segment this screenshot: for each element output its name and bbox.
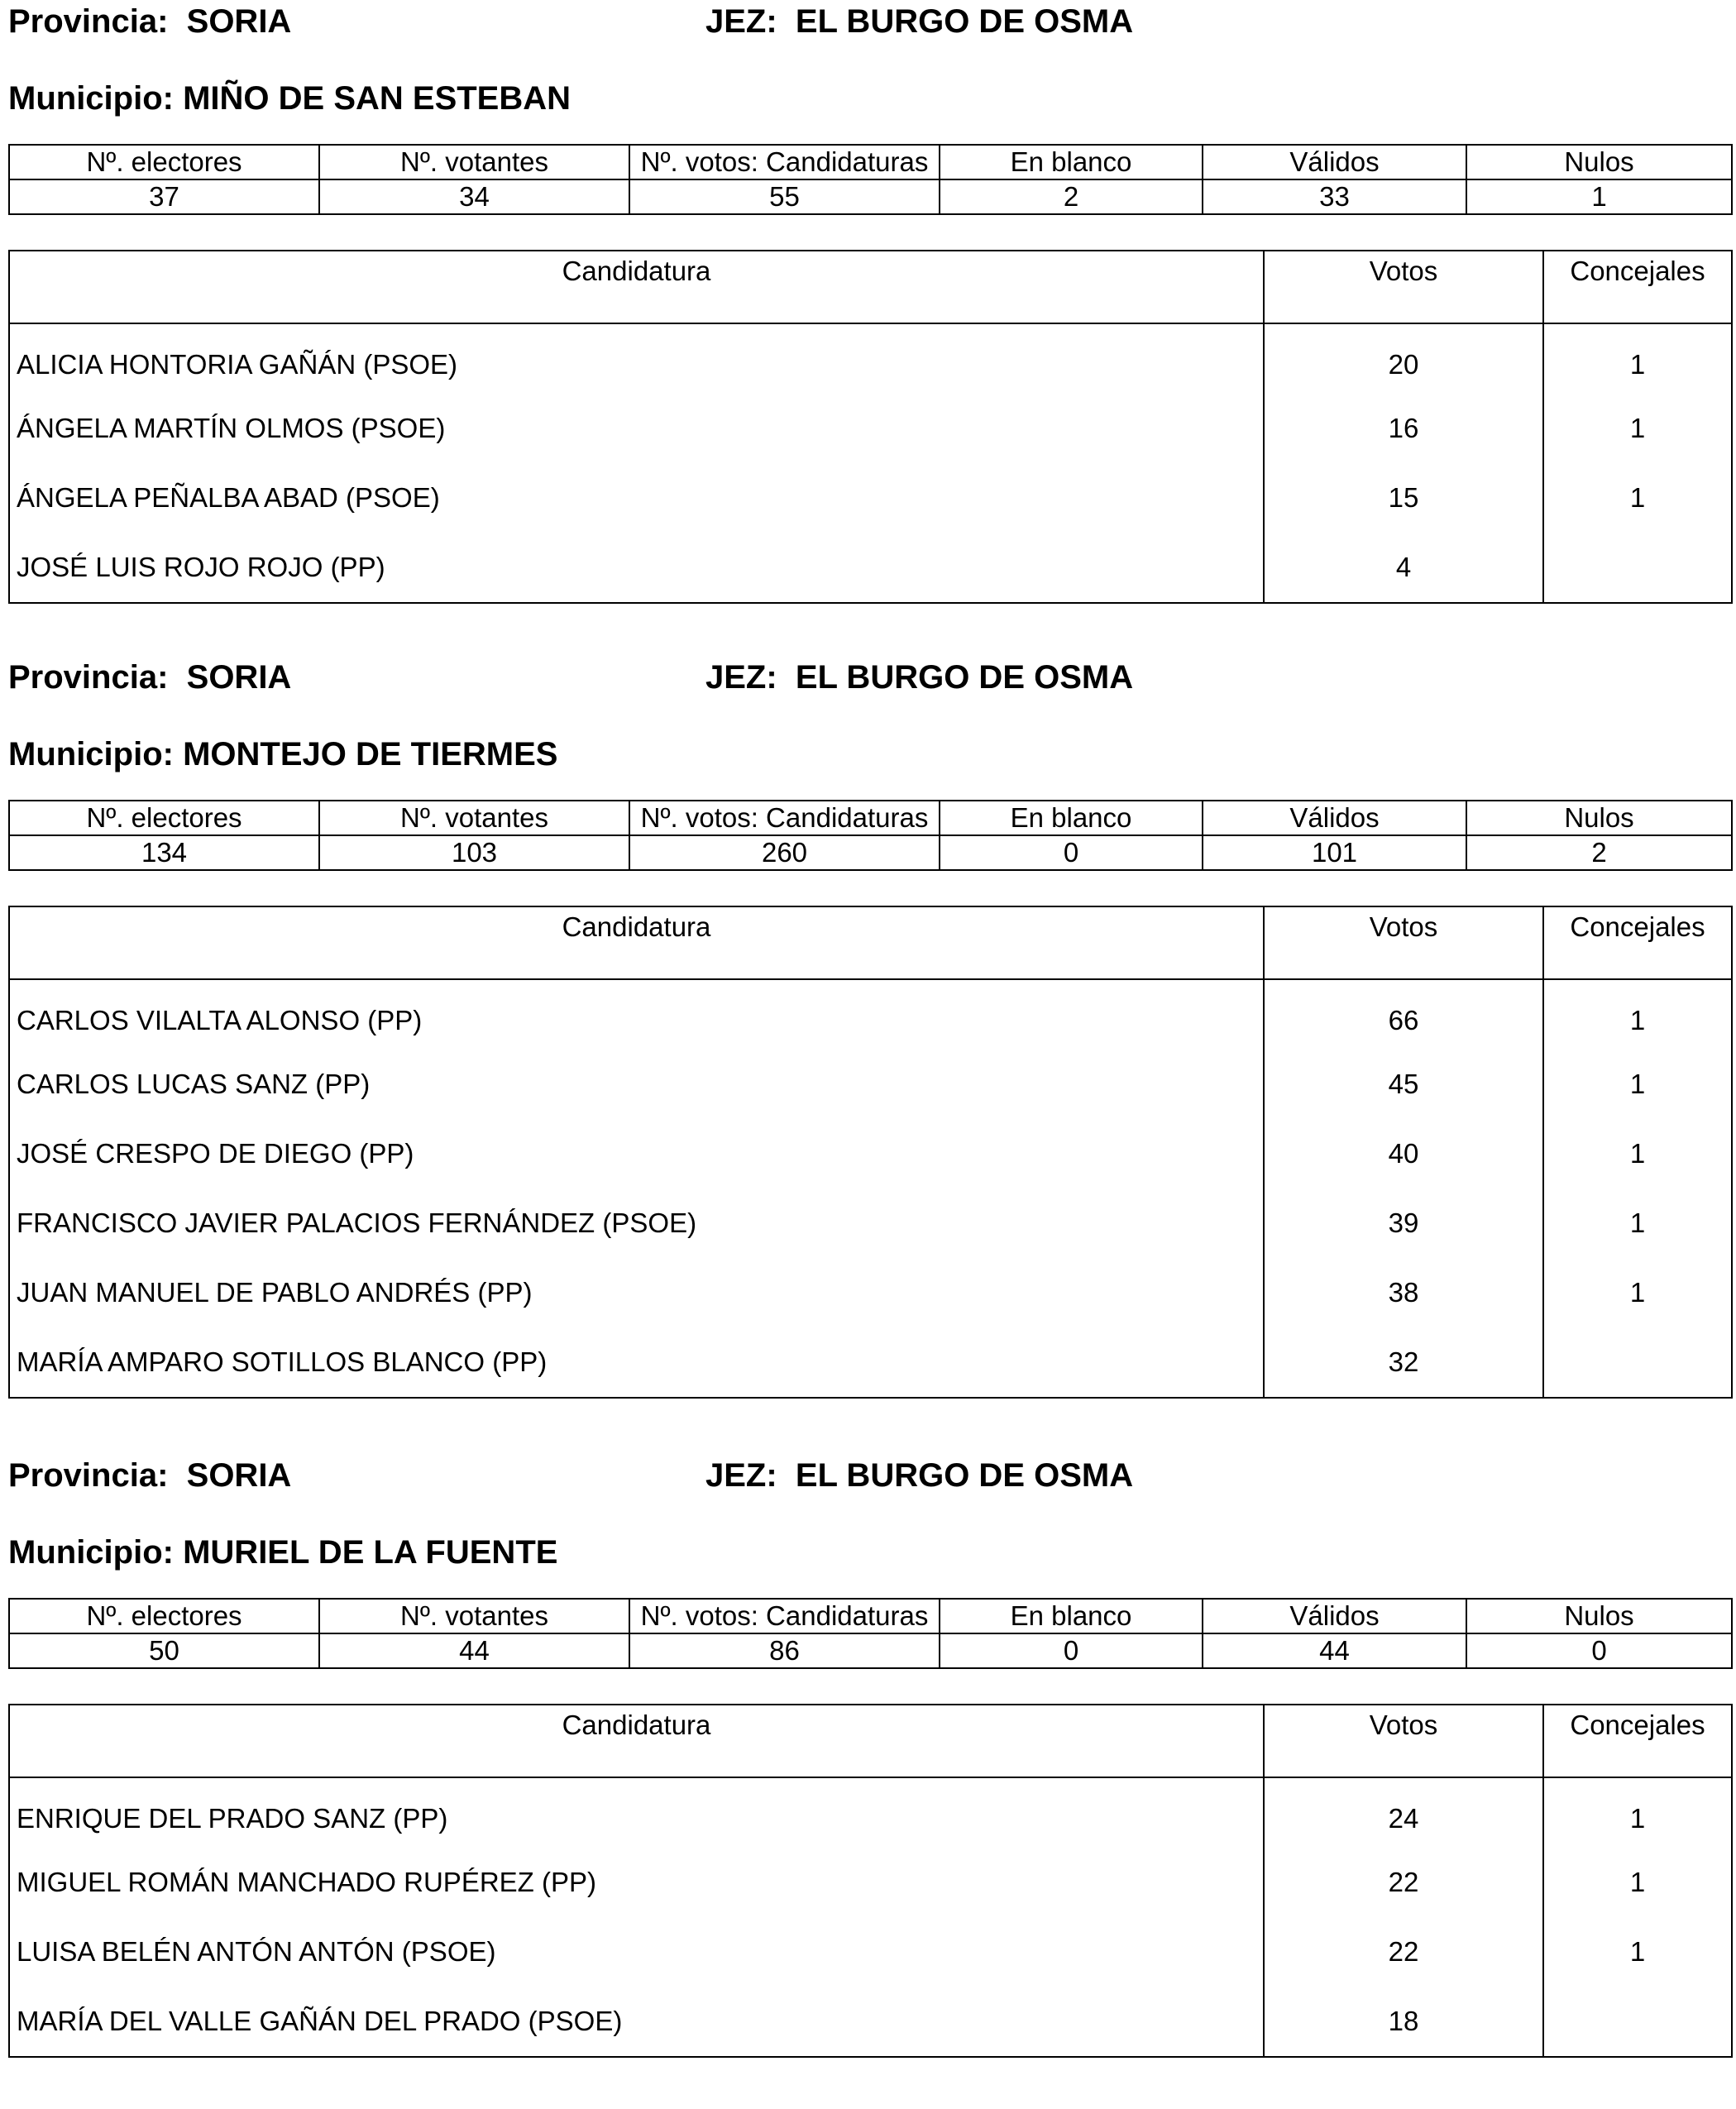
electores-value: 37 (9, 179, 319, 214)
jez-value: EL BURGO DE OSMA (795, 3, 1134, 40)
candidate-votos: 16 (1264, 394, 1543, 463)
col-votantes: Nº. votantes (319, 145, 629, 179)
stats-header-row (9, 145, 1732, 179)
jez-value: EL BURGO DE OSMA (795, 1457, 1134, 1494)
electores-value: 50 (9, 1633, 319, 1668)
en-blanco-value: 0 (940, 835, 1203, 870)
municipio-value: MONTEJO DE TIERMES (183, 736, 558, 772)
candidate-votos: 24 (1264, 1777, 1543, 1848)
candidate-concejales: 1 (1543, 1119, 1732, 1188)
candidate-row (9, 1050, 1732, 1119)
col-votantes: Nº. votantes (319, 1599, 629, 1633)
stats-value-row (9, 1633, 1732, 1668)
stats-table (8, 144, 1733, 215)
municipio-label: Municipio: (8, 1534, 174, 1571)
candidate-concejales: 1 (1543, 1917, 1732, 1987)
candidate-concejales: 1 (1543, 323, 1732, 394)
candidate-name: ENRIQUE DEL PRADO SANZ (PP) (9, 1777, 1264, 1848)
candidate-votos: 20 (1264, 323, 1543, 394)
candidate-concejales: 1 (1543, 1258, 1732, 1327)
candidate-votos: 66 (1264, 979, 1543, 1050)
candidate-name: ÁNGELA MARTÍN OLMOS (PSOE) (9, 394, 1264, 463)
candidate-votos: 22 (1264, 1848, 1543, 1917)
candidate-name: ÁNGELA PEÑALBA ABAD (PSOE) (9, 463, 1264, 533)
candidate-concejales: 1 (1543, 1777, 1732, 1848)
col-electores: Nº. electores (9, 145, 319, 179)
candidates-header-row (9, 1705, 1732, 1777)
provincia-value: SORIA (186, 3, 292, 40)
col-votos: Votos (1264, 906, 1543, 979)
candidate-votos: 40 (1264, 1119, 1543, 1188)
col-validos: Válidos (1203, 145, 1466, 179)
col-candidatura: Candidatura (9, 1705, 1264, 1777)
candidate-name: ALICIA HONTORIA GAÑÁN (PSOE) (9, 323, 1264, 394)
candidate-row (9, 1327, 1732, 1398)
col-en-blanco: En blanco (940, 145, 1203, 179)
candidate-votos: 15 (1264, 463, 1543, 533)
candidate-name: CARLOS VILALTA ALONSO (PP) (9, 979, 1264, 1050)
candidate-concejales: 1 (1543, 1848, 1732, 1917)
provincia-heading (8, 2, 291, 41)
candidate-concejales (1543, 1987, 1732, 2057)
provincia-value: SORIA (186, 659, 292, 696)
candidate-row (9, 1848, 1732, 1917)
candidate-name: JOSÉ CRESPO DE DIEGO (PP) (9, 1119, 1264, 1188)
municipio-heading (8, 1533, 557, 1572)
nulos-value: 2 (1466, 835, 1732, 870)
candidate-row (9, 394, 1732, 463)
candidate-row (9, 1917, 1732, 1987)
candidate-row (9, 1119, 1732, 1188)
col-en-blanco: En blanco (940, 801, 1203, 835)
provincia-heading (8, 658, 291, 697)
municipio-section (8, 658, 1731, 1377)
col-votos: Votos (1264, 1705, 1543, 1777)
candidate-name: CARLOS LUCAS SANZ (PP) (9, 1050, 1264, 1119)
candidate-votos: 38 (1264, 1258, 1543, 1327)
validos-value: 101 (1203, 835, 1466, 870)
validos-value: 33 (1203, 179, 1466, 214)
stats-value-row (9, 179, 1732, 214)
col-nulos: Nulos (1466, 801, 1732, 835)
col-votos-candidaturas: Nº. votos: Candidaturas (629, 145, 940, 179)
candidate-row (9, 533, 1732, 603)
votantes-value: 44 (319, 1633, 629, 1668)
candidate-concejales: 1 (1543, 979, 1732, 1050)
candidates-table (8, 1704, 1733, 2058)
candidate-votos: 39 (1264, 1188, 1543, 1258)
col-votos: Votos (1264, 251, 1543, 323)
candidate-concejales (1543, 1327, 1732, 1398)
jez-heading (705, 2, 1133, 41)
candidates-table (8, 250, 1733, 604)
candidate-concejales: 1 (1543, 1050, 1732, 1119)
col-electores: Nº. electores (9, 1599, 319, 1633)
col-concejales: Concejales (1543, 1705, 1732, 1777)
municipio-label: Municipio: (8, 80, 174, 117)
col-en-blanco: En blanco (940, 1599, 1203, 1633)
candidate-row (9, 1987, 1732, 2057)
jez-heading (705, 1456, 1133, 1495)
stats-header-row (9, 801, 1732, 835)
col-concejales: Concejales (1543, 251, 1732, 323)
municipio-value: MIÑO DE SAN ESTEBAN (183, 80, 571, 117)
candidate-name: JUAN MANUEL DE PABLO ANDRÉS (PP) (9, 1258, 1264, 1327)
candidate-row (9, 323, 1732, 394)
col-electores: Nº. electores (9, 801, 319, 835)
jez-label: JEZ: (705, 1457, 777, 1494)
electores-value: 134 (9, 835, 319, 870)
candidate-name: MIGUEL ROMÁN MANCHADO RUPÉREZ (PP) (9, 1848, 1264, 1917)
col-validos: Válidos (1203, 801, 1466, 835)
stats-value-row (9, 835, 1732, 870)
jez-label: JEZ: (705, 659, 777, 696)
validos-value: 44 (1203, 1633, 1466, 1668)
votantes-value: 34 (319, 179, 629, 214)
candidate-row (9, 1258, 1732, 1327)
candidate-name: LUISA BELÉN ANTÓN ANTÓN (PSOE) (9, 1917, 1264, 1987)
candidate-name: JOSÉ LUIS ROJO ROJO (PP) (9, 533, 1264, 603)
municipio-label: Municipio: (8, 736, 174, 772)
votantes-value: 103 (319, 835, 629, 870)
candidate-votos: 22 (1264, 1917, 1543, 1987)
provincia-label: Provincia: (8, 3, 169, 40)
nulos-value: 1 (1466, 179, 1732, 214)
candidate-row (9, 1777, 1732, 1848)
stats-header-row (9, 1599, 1732, 1633)
stats-table (8, 1598, 1733, 1669)
candidate-concejales: 1 (1543, 394, 1732, 463)
municipio-section (8, 2, 1731, 655)
candidate-row (9, 1188, 1732, 1258)
votos-candidaturas-value: 260 (629, 835, 940, 870)
stats-table (8, 800, 1733, 871)
candidate-name: FRANCISCO JAVIER PALACIOS FERNÁNDEZ (PSOE) (9, 1188, 1264, 1258)
nulos-value: 0 (1466, 1633, 1732, 1668)
candidates-header-row (9, 906, 1732, 979)
provincia-label: Provincia: (8, 1457, 169, 1494)
col-candidatura: Candidatura (9, 251, 1264, 323)
en-blanco-value: 0 (940, 1633, 1203, 1668)
jez-heading (705, 658, 1133, 697)
municipio-heading (8, 734, 557, 774)
col-votantes: Nº. votantes (319, 801, 629, 835)
candidate-votos: 32 (1264, 1327, 1543, 1398)
candidates-table (8, 906, 1733, 1399)
col-candidatura: Candidatura (9, 906, 1264, 979)
candidate-votos: 18 (1264, 1987, 1543, 2057)
col-nulos: Nulos (1466, 145, 1732, 179)
col-votos-candidaturas: Nº. votos: Candidaturas (629, 801, 940, 835)
municipio-value: MURIEL DE LA FUENTE (183, 1534, 558, 1571)
candidate-votos: 45 (1264, 1050, 1543, 1119)
candidate-concejales (1543, 533, 1732, 603)
candidate-name: MARÍA AMPARO SOTILLOS BLANCO (PP) (9, 1327, 1264, 1398)
col-nulos: Nulos (1466, 1599, 1732, 1633)
candidates-header-row (9, 251, 1732, 323)
provincia-heading (8, 1456, 291, 1495)
jez-label: JEZ: (705, 3, 777, 40)
jez-value: EL BURGO DE OSMA (795, 659, 1134, 696)
provincia-label: Provincia: (8, 659, 169, 696)
votos-candidaturas-value: 86 (629, 1633, 940, 1668)
col-concejales: Concejales (1543, 906, 1732, 979)
col-validos: Válidos (1203, 1599, 1466, 1633)
candidate-concejales: 1 (1543, 1188, 1732, 1258)
provincia-value: SORIA (186, 1457, 292, 1494)
col-votos-candidaturas: Nº. votos: Candidaturas (629, 1599, 940, 1633)
votos-candidaturas-value: 55 (629, 179, 940, 214)
municipio-section (8, 1456, 1731, 2109)
municipio-heading (8, 79, 571, 118)
en-blanco-value: 2 (940, 179, 1203, 214)
candidate-concejales: 1 (1543, 463, 1732, 533)
candidate-row (9, 463, 1732, 533)
candidate-votos: 4 (1264, 533, 1543, 603)
candidate-name: MARÍA DEL VALLE GAÑÁN DEL PRADO (PSOE) (9, 1987, 1264, 2057)
candidate-row (9, 979, 1732, 1050)
